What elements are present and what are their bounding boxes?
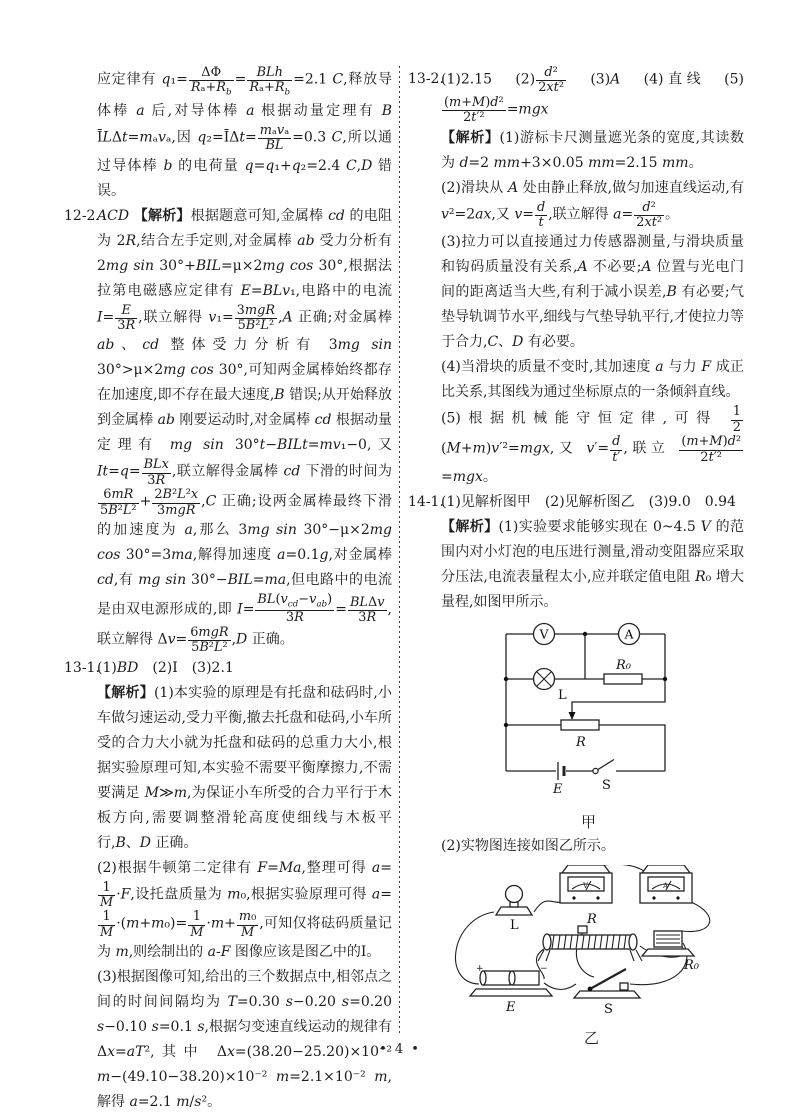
fraction: $\frac{1}{M}$: [190, 909, 204, 940]
solution-paragraph: 应定律有 q₁= $\frac{\Delta\Phi}{R_a+R_b}$ = $\frac{\text{BLh}}{R_a+R_b}$ =2.1 C,释放导体棒 a 后,对导体棒 a 根据动量定理有 B ĪLΔt=mₐvₐ,因 q₂=ĪΔt= $\frac{\text{mₐvₐ}}{BL}$ =0.3 C,所以通过导体棒 b 的电荷量 q=q₁+q₂=2.4 C,D 错误。: [97, 65, 393, 199]
solution-paragraph: (3)根据图像可知,给出的三个数据点中,相邻点之间的时间间隔均为 T=0.30 s−0.20 s=0.20 s−0.10 s=0.1 s,根据匀变速直线运动的规律有 Δx=aT²,其中 Δx=(38.20−25.20)×10⁻² m−(49.10−38.20)×10⁻² m=2.1×10⁻² m,解得 a=2.1 m/s²。: [97, 969, 392, 1111]
column-divider: [399, 66, 400, 1034]
circuit-diagram: [494, 621, 684, 801]
solution-paragraph: (2)实物图连接如图乙所示。: [441, 838, 615, 855]
fraction: $\frac{\text{(m+M)d²}}{\text{2t′²}}$: [681, 434, 742, 465]
fraction: $\frac{BL(v_{cd}-v_{ab})}{3R}$: [257, 592, 333, 626]
lamp-label: L: [510, 918, 519, 934]
fraction: $\frac{\text{BLh}}{R_a+R_b}$: [249, 65, 291, 98]
battery-plus-mark: +: [476, 964, 484, 975]
fraction: $\frac{1}{2}$: [732, 404, 741, 435]
slider-arrow: [569, 712, 576, 720]
battery-apparatus: [470, 964, 552, 996]
right-column-text-top: [408, 66, 744, 615]
solution-paragraph: (4)当滑块的质量不变时,其加速度 a 与力 F 成正比关系,其图线为通过坐标原点的一条倾斜直线。: [441, 359, 744, 401]
solution-paragraph: (5)根据机械能守恒定律,可得 $\frac{1}{2}$ (M+m)v′²=mgx,又 v′= $\frac{d}{t'}$ ,联立 $\frac{\text{(m+M)d²}}{\text{2t′²}}$ =mgx。: [441, 404, 742, 486]
switch-label: S: [604, 1002, 613, 1018]
fraction: $\frac{\text{3mgR}}{\text{5B²L²}}$: [236, 302, 276, 333]
voltmeter-apparatus: [560, 865, 612, 903]
left-column: [64, 66, 392, 1114]
lamp-label: L: [558, 688, 567, 704]
right-column: [408, 66, 744, 1050]
solution-paragraph: (2)根据牛顿第二定律有 F=Ma,整理可得 a= $\frac{1}{M}$ ·F,设托盘质量为 m₀,根据实验原理可得 a= $\frac{1}{M}$ ·(m+m₀)= $\frac{1}{M}$ ·m+ $\frac{\text{m₀}}{M}$ ,可知仅将砝码质量记为 m,则绘制出的 a-F 图像应该是图乙中的Ⅰ。: [97, 859, 393, 961]
voltmeter-dial-label: V: [583, 882, 589, 891]
fraction: $\frac{\text{6mgR}}{\text{5B²L²}}$: [190, 624, 229, 656]
fraction: $\frac{\text{(m+M)d²}}{\text{2t′²}}$: [444, 94, 504, 126]
rheostat-label: R: [587, 912, 597, 928]
switch-pivot: [593, 768, 598, 773]
rheostat-apparatus: [538, 926, 642, 961]
solution-item: 13-2.(1)2.15 (2) $\frac{\text{d²}}{\text{2xt²}}$ (3)A (4)直线 (5) $\frac{\text{(m+M)d²}}{\text{2t′²}}$ =mgx: [408, 65, 744, 126]
fraction: $\frac{\text{BLx}}{3R}$: [143, 457, 169, 488]
figure-caption-yi: 乙: [583, 1029, 600, 1048]
ammeter-dial-label: A: [663, 882, 669, 891]
question-number: 13-2.: [408, 71, 444, 88]
switch-label: S: [602, 778, 611, 794]
battery-label: E: [506, 1000, 516, 1016]
switch-blade: [598, 760, 614, 770]
solution-paragraph: (2)滑块从 A 处由静止释放,做匀加速直线运动,有 v²=2ax,又 v= $\frac{d}{t}$ ,联立解得 a= $\frac{\text{d²}}{\text{2xt²}}$ 。: [441, 179, 745, 231]
fraction: $\frac{\text{mₐvₐ}}{BL}$: [259, 122, 290, 154]
battery-label: E: [553, 782, 563, 798]
r0-apparatus: [642, 931, 694, 956]
fraction: $\frac{d}{t'}$: [612, 434, 621, 465]
solution-item: 14-1.(1)见解析图甲 (2)见解析图乙 (3)9.0 0.94: [408, 490, 744, 515]
right-column-text-middle: [408, 834, 744, 859]
resistor-r0: [604, 674, 642, 684]
fraction: $\frac{\text{d²}}{\text{2xt²}}$: [538, 65, 564, 96]
fraction: $\frac{1}{M}$: [100, 909, 114, 940]
battery-minus-mark: −: [540, 964, 548, 975]
r0-label: R₀: [616, 658, 631, 674]
ammeter-apparatus: [640, 865, 692, 903]
solution-paragraph: (3)拉力可以直接通过力传感器测量,与滑块质量和钩码质量没有关系,A 不必要;A 位置与光电门间的距离适当大些,有利于减小误差,B 有必要;气垫导轨调节水平,细线与气垫导轨平行,才使拉力等于合力,C、D 有必要。: [441, 234, 745, 351]
solution-paragraph: 【解析】(1)实验要求能够实现在 0~4.5 V 的范围内对小灯泡的电压进行测量,滑动变阻器应采取分压法,电流表量程太小,应并联定值电阻 R₀ 增大量程,如图甲所示。: [441, 519, 745, 611]
apparatus-figure-yi: [434, 865, 750, 1048]
fraction: $\frac{\text{d²}}{\text{2xt²}}$: [636, 199, 663, 231]
solution-paragraph: 【解析】(1)游标卡尺测量遮光条的宽度,其读数为 d=2 mm+3×0.05 mm=2.15 mm。: [441, 129, 745, 171]
figure-caption-jia: 甲: [580, 813, 597, 832]
rheostat-r: [561, 720, 599, 730]
fraction: $\frac{d}{t}$: [536, 199, 546, 231]
r0-label: R₀: [684, 958, 699, 974]
page-number: • 4 •: [379, 1042, 421, 1057]
voltmeter-label: V: [539, 626, 549, 642]
solution-item: 13-1.(1)BD (2)Ⅰ (3)2.1: [64, 656, 392, 681]
question-number: 13-1.: [64, 659, 100, 676]
solution-paragraph: 【解析】(1)本实验的原理是有托盘和砝码时,小车做匀速运动,受力平衡,撤去托盘和砝码,小车所受的合力大小就为托盘和砝码的总重力大小,根据实验原理可知,本实验不需要平衡摩擦力,不需要满足 M≫m,为保证小车所受的合力平行于木板方向,需要调整滑轮高度使细线与木板平行,B、D 正确。: [97, 684, 393, 851]
ammeter-label: A: [624, 626, 634, 642]
fraction: $\frac{\Delta\Phi}{R_a+R_b}$: [190, 65, 232, 98]
fraction: $\frac{\text{BLΔv}}{3R}$: [349, 595, 385, 626]
apparatus-drawing: [434, 865, 750, 1017]
question-number: 14-1.: [408, 494, 444, 511]
circuit-figure-jia: [494, 621, 684, 832]
solution-item: 12-2.ACD 【解析】根据题意可知,金属棒 cd 的电阻为 2R,结合左手定则,对金属棒 ab 受力分析有 2mg sin 30°+BIL=μ×2mg cos 30°,根据法拉第电磁感应定律有 E=BLv₁,电路中的电流 I= $\frac{E}{3R}$ ,联立解得 v₁= $\frac{\text{3mgR}}{\text{5B²L²}}$ ,A 正确;对金属棒 ab、cd 整体受力分析有 3mg sin 30°>μ×2mg cos 30°,可知两金属棒始终都存在加速度,即不存在最大速度,B 错误;从开始释放到金属棒 ab 刚要运动时,对金属棒 cd 根据动量定理有 mg sin 30°t−BILt=mv₁−0,又 It=q= $\frac{\text{BLx}}{3R}$ ,联立解得金属棒 cd 下滑的时间为 $\frac{6mR}{\text{5B²L²}}$ + $\frac{\text{2B²L²x}}{\text{3mgR}}$ ,C 正确;设两金属棒最终下滑的加速度为 a,那么 3mg sin 30°−μ×2mg cos 30°=3ma,解得加速度 a=0.1g,对金属棒 cd,有 mg sin 30°−BIL=ma,但电路中的电流是由双电源形成的,即 I= $\frac{BL(v_{cd}-v_{ab})}{3R}$ = $\frac{\text{BLΔv}}{3R}$ ,联立解得 Δv= $\frac{\text{6mgR}}{\text{5B²L²}}$ ,D 正确。: [64, 204, 392, 656]
fraction: $\frac{E}{3R}$: [117, 302, 136, 333]
rheostat-label: R: [576, 735, 586, 751]
lamp-apparatus: [496, 886, 532, 916]
fraction: $\frac{1}{M}$: [100, 879, 114, 911]
fraction: $\frac{\text{2B²L²x}}{\text{3mgR}}$: [154, 487, 199, 518]
fraction: $\frac{6mR}{\text{5B²L²}}$: [100, 487, 137, 518]
question-number: 12-2.: [64, 207, 100, 224]
fraction: $\frac{\text{m₀}}{M}$: [238, 909, 257, 940]
